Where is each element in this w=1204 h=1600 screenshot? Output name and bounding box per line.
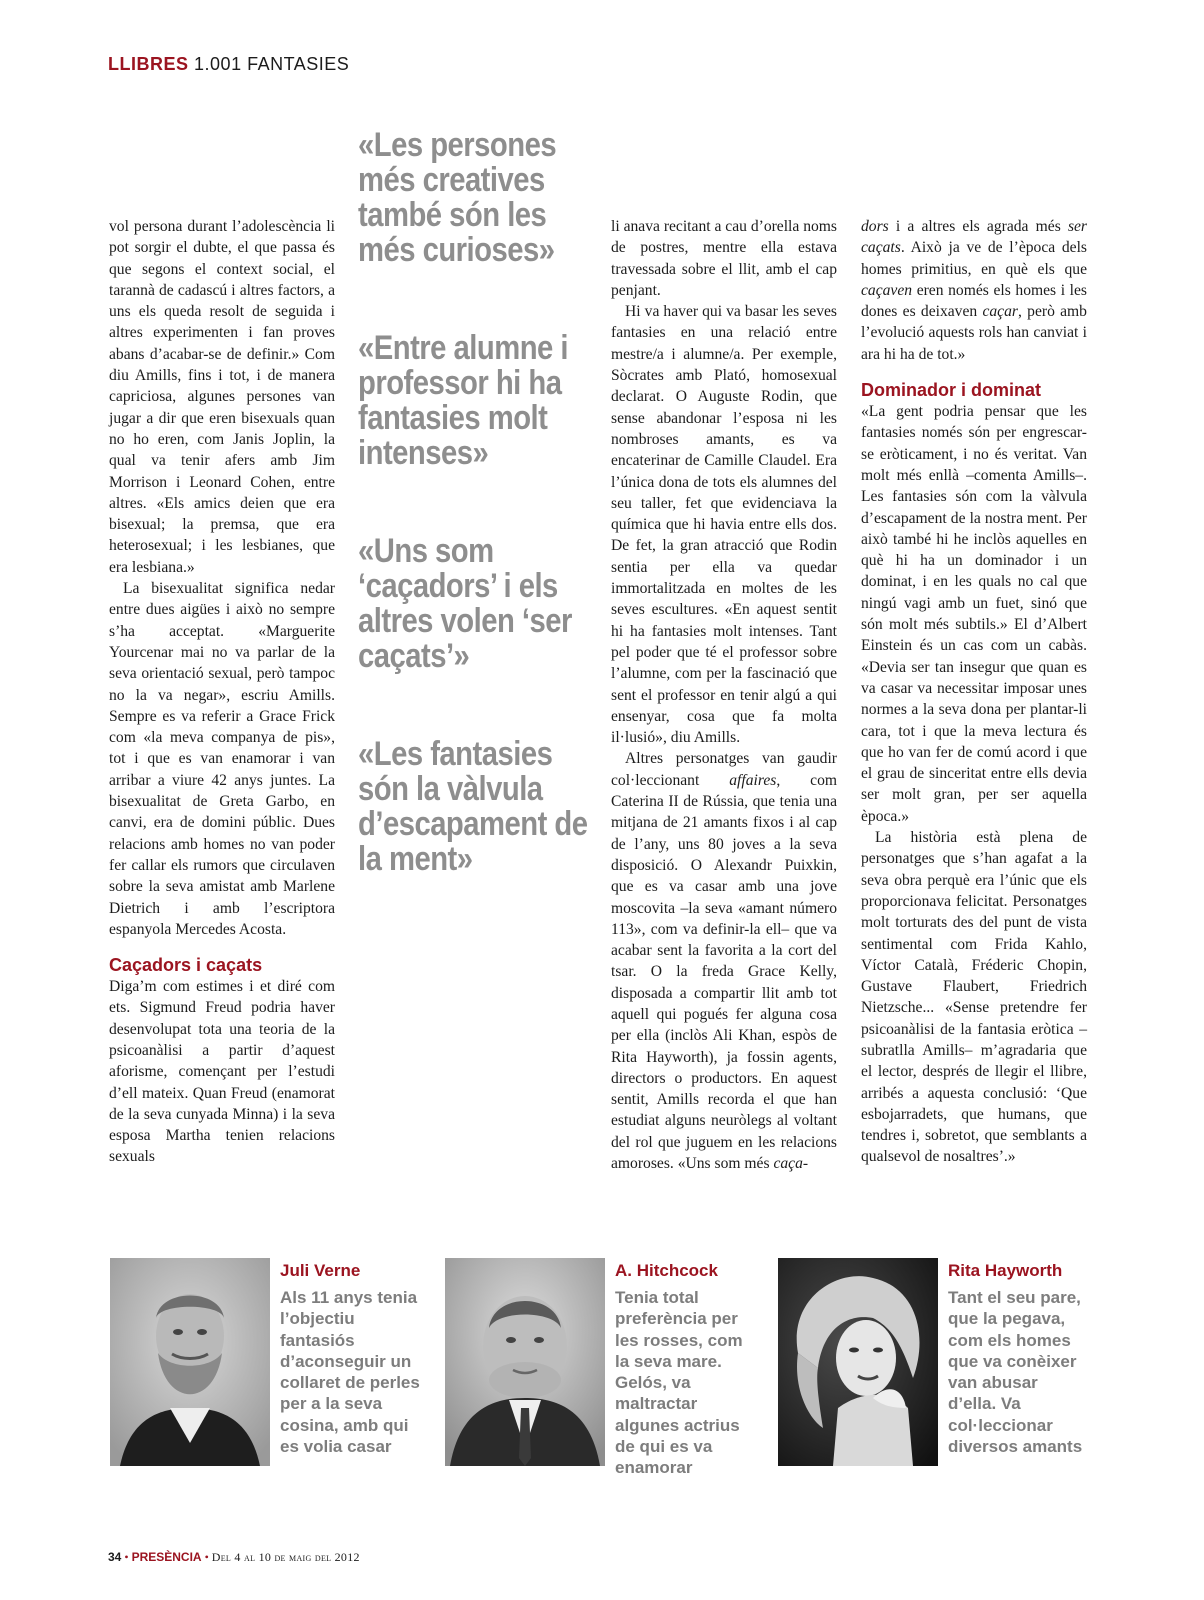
profile-name: Juli Verne (280, 1261, 361, 1280)
paragraph: li anava recitant a cau d’orella noms de postres, mentre ella estava travessada sobre el llit, amb el cap penjant. (611, 218, 838, 299)
paragraph: dors i a altres els agrada més ser caçats. Això ja ve de l’època dels homes primitius, en què els que caçaven eren només els homes i les dones es deixaven caçar, però amb l’evolució aquests rols han canviat i ara hi ha de tot.» (861, 218, 1087, 363)
pull-quote: «Uns som ‘caçadors’ i els altres volen ‘ser caçats’» (358, 532, 572, 675)
paragraph: La història està plena de personatges que s’han agafat a la seva obra perquè era l’únic que els proporcionava felicitat. Personatges molt torturats des del punt de vista sentimental com Frida Kahlo, Víctor Català, Fréderic Chopin, Gustave Flaubert, Friedrich Nietzsche... «Sense pretendre fer psicoanàlisi de la fantasia eròtica –subratlla Amills– m’agradaria que el lector, després de llegir el llibre, arribés a aquesta conclusió: ‘Que esbojarradets, que humans, que tendres i, sobretot, que semblants a qualsevol de nosaltres’.» (861, 829, 1087, 1166)
pull-quote: «Les persones més creatives també són les més curioses» (358, 126, 557, 269)
paragraph: La bisexualitat significa nedar entre dues aigües i això no sempre s’ha acceptat. «Marguerite Yourcenar mai no va parlar de la seva orientació sexual, però tampoc no la va negar», escriu Amills. Sempre es va referir a Grace Frick com «la meva companya de pis», tot i que es van enamorar i van arribar a viure 42 anys juntes. La bisexualitat de Greta Garbo, en canvi, era de domini públic. Dues relacions amb homes no van poder fer callar els rumors que circulaven sobre la seva amistat amb Marlene Dietrich i amb l’escriptora espanyola Mercedes Acosta. (109, 580, 335, 938)
subheading-dominador: Dominador i dominat (861, 380, 1041, 401)
portrait-photo (110, 1258, 270, 1466)
issue-date: Del 4 al 10 de maig del 2012 (211, 1550, 360, 1564)
paragraph: vol persona durant l’adolescència li pot sorgir el dubte, el que passa és que segons el context social, el tarannà de cadascú i altres factors, a uns els queda resolt de seguida i altres experimenten i fan proves abans d’acabar-se de definir.» Com diu Amills, fins i tot, i de manera capriciosa, algunes persones van jugar a dir que eren bisexuals quan no ho eren, com Janis Joplin, la qual va tenir afers amb Jim Morrison i Leonard Cohen, entre altres. «Els amics deien que era bisexual; la premsa, que era heterosexual; i les lesbianes, que era lesbiana.» (109, 218, 335, 576)
paragraph: «La gent podria pensar que les fantasies només són per engrescar-se eròticament, i no és veritat. Van molt més enllà –comenta Amills–. Les fantasies són com la vàlvula d’escapament de la nostra ment. Per això també hi he inclòs aquelles en què hi ha un dominador i un dominat, i en les quals no cal que ningú vagi amb un fuet, sinó que són molt més subtils.» El d’Albert Einstein és un cas com un cabàs. «Devia ser tan insegur que quan es va casar va necessitar imposar unes normes a la seva dona per plantar-li cara, tot i que la meva lectura és que ho van fer de comú acord i que el grau de sinceritat entre ells devia ser molt gran, per ser aquella època.» (861, 403, 1087, 825)
section-label: LLIBRES (108, 54, 189, 74)
paragraph: Hi va haver qui va basar les seves fantasies en una relació entre mestre/a i alumne/a. Per exemple, Sòcrates amb Plató, homosexual declarat. O Auguste Rodin, que sense abandonar l’esposa ni les nombroses amants, es va encaterinar de Camille Claudel. Era l’única dona de tots els alumnes del seu taller, fet que evidenciava la química que hi havia entre ells dos. De fet, la gran atracció que Rodin sentia per ella va quedar immortalitzada en moltes de les seves escultures. «En aquest sentit hi ha fantasies molt intenses. Tant pel poder que té el professor sobre l’alumne, com per la fascinació que sent el professor en tenir algú a qui ensenyar, cosa que fa molta il·lusió», diu Amills. (611, 303, 837, 747)
section-header (108, 54, 349, 75)
profile-name: Rita Hayworth (948, 1261, 1063, 1280)
profile-caption: Tant el seu pare, que la pegava, com els homes que va conèixer van abusar d’ella. Va col·leccionar diversos amants (948, 1288, 1083, 1457)
paragraph: Diga’m com estimes i et diré com ets. Sigmund Freud podria haver desenvolupat tota una teoria de la psicoanàlisi a partir d’aquest aforisme, començant per l’estudi d’ell mateix. Quan Freud (enamorat de la seva cunyada Minna) i la seva esposa Martha tenien relacions sexuals (109, 978, 335, 1166)
article-column-3 (611, 216, 837, 1174)
paragraph: Altres personatges van gaudir col·leccionant affaires, com Caterina II de Rússia, que tenia una mitjana de 21 amants fixos i al cap de l’any, uns 80 joves a la seva disposició. O Alexandr Puixkin, que es va casar amb una jove moscovita –la seva «amant número 113», com va definir-la ell– que va acabar sent la favorita a la cort del tsar. O la freda Grace Kelly, disposada a compartir llit amb tot aquell qui pogués fer alguna cosa per ella (inclòs Ali Khan, espòs de Rita Hayworth), ja fossin agents, directors o productors. En aquest sentit, Amills recorda el que han estudiat alguns neuròlegs al voltant del rol que juguem en les relacions amoroses. «Uns som més caça- (611, 750, 837, 1173)
section-subtitle: 1.001 FANTASIES (194, 54, 350, 74)
magazine-name: PRESÈNCIA (131, 1550, 202, 1564)
article-column-1 (109, 216, 335, 1168)
pull-quote: «Les fantasies són la vàlvula d’escapament de la ment» (358, 735, 588, 878)
portrait-photo (778, 1258, 938, 1466)
page-footer: 34 • PRESÈNCIA • Del 4 al 10 de maig del 2012 (108, 1550, 360, 1564)
profile-caption: Tenia total preferència per les rosses, com la seva mare. Gelós, va maltractar algunes actrius de qui es va enamorar (615, 1288, 743, 1478)
pull-quote: «Entre alumne i professor hi ha fantasies molt intenses» (358, 329, 569, 472)
page-number: 34 (108, 1550, 122, 1564)
profile-name: A. Hitchcock (615, 1261, 718, 1280)
subheading-cacadors: Caçadors i caçats (109, 955, 263, 976)
article-column-4 (861, 216, 1087, 1168)
portrait-photo (445, 1258, 605, 1466)
profile-caption: Als 11 anys tenia l’objectiu fantasiós d’aconseguir un collaret de perles per a la seva cosina, amb qui es volia casar (280, 1288, 420, 1457)
